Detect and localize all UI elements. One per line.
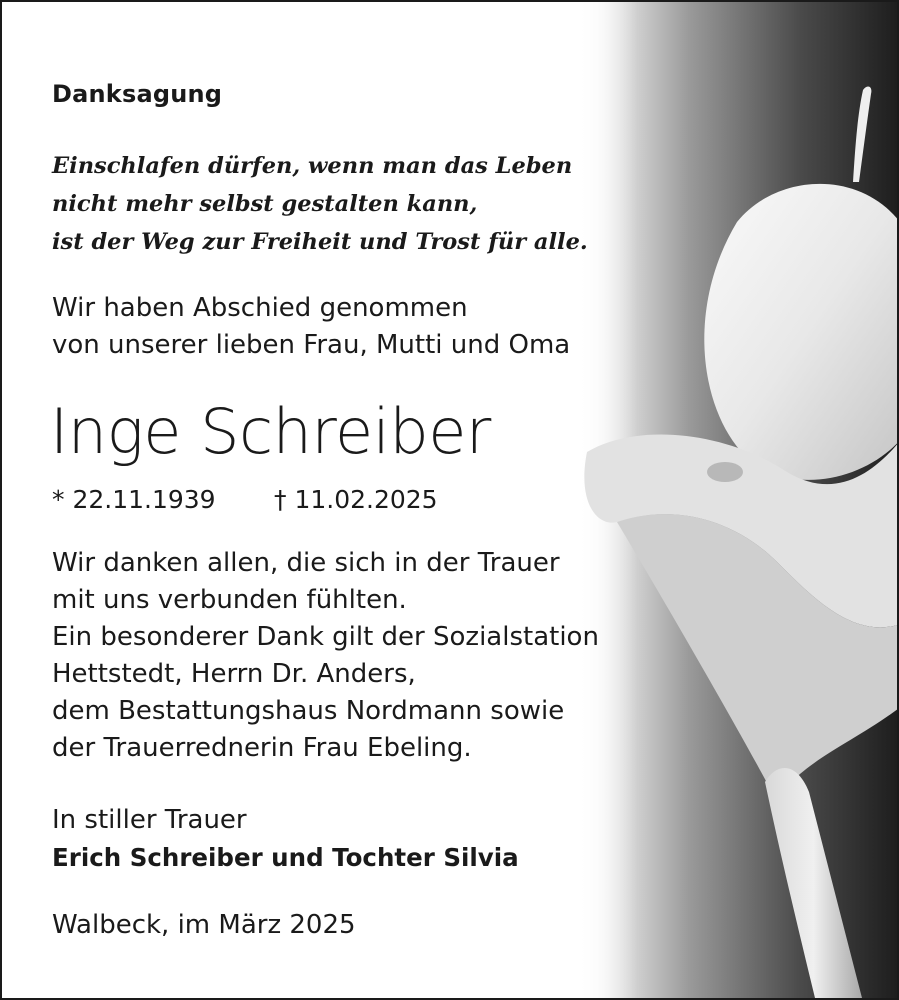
mourners-block <box>52 802 519 876</box>
thanks-line: Wir danken allen, die sich in der Trauer <box>52 548 560 578</box>
thanks-line: Hettstedt, Herrn Dr. Anders, <box>52 659 416 689</box>
intro-line: von unserer lieben Frau, Mutti und Oma <box>52 330 571 360</box>
memorial-quote <box>52 147 612 261</box>
thanks-line: Ein besonderer Dank gilt der Sozialstation <box>52 622 599 652</box>
deceased-name: Inge Schreiber <box>50 395 491 468</box>
place-and-date <box>52 907 356 944</box>
calla-lily-image <box>577 2 897 998</box>
thanks-line: dem Bestattungshaus Nordmann sowie <box>52 696 565 726</box>
calla-lily-icon <box>577 2 897 998</box>
intro-line: Wir haben Abschied genommen <box>52 293 468 323</box>
quote-line: nicht mehr selbst gestalten kann, <box>52 191 478 217</box>
life-dates <box>52 482 438 518</box>
thanks-line: der Trauerrednerin Frau Ebeling. <box>52 733 472 763</box>
place-date-line: Walbeck, im März 2025 <box>52 910 356 940</box>
quote-line: ist der Weg zur Freiheit und Trost für alle. <box>52 229 588 255</box>
quote-line: Einschlafen dürfen, wenn man das Leben <box>52 153 573 179</box>
birth-date: * 22.11.1939 <box>52 485 216 514</box>
thanks-paragraph <box>52 545 599 767</box>
mourners-names: Erich Schreiber und Tochter Silvia <box>52 843 519 872</box>
death-date: † 11.02.2025 <box>274 485 438 514</box>
notice-heading: Danksagung <box>52 80 223 108</box>
thanks-line: mit uns verbunden fühlten. <box>52 585 407 615</box>
farewell-intro <box>52 290 570 364</box>
mourning-intro: In stiller Trauer <box>52 805 247 835</box>
